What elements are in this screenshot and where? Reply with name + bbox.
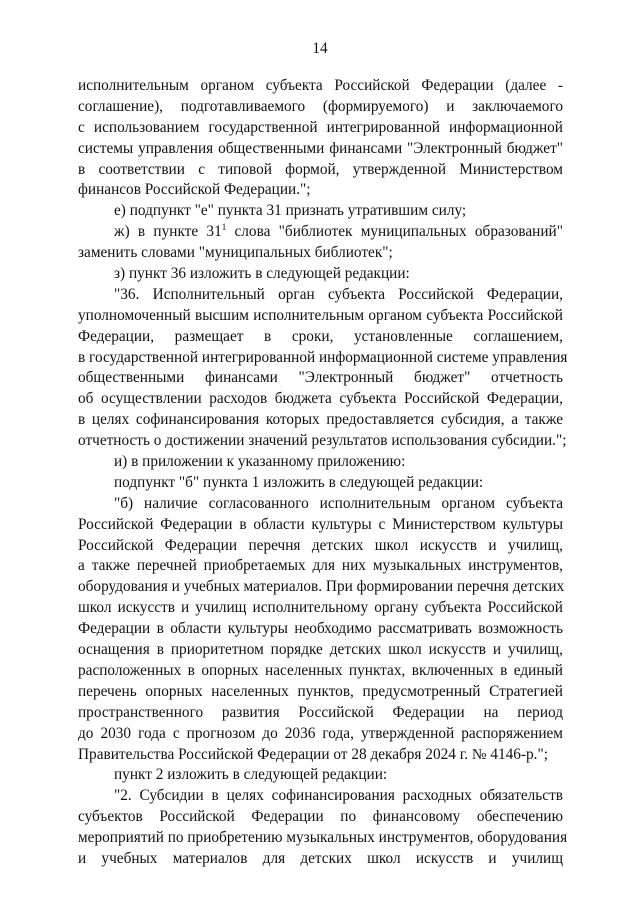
text-line: Федерации, размещает в сроки, установленные соглашением, xyxy=(78,327,563,345)
text-line: об осуществлении расходов бюджета субъекта Российской Федерации, xyxy=(78,390,563,408)
paragraph xyxy=(78,765,563,786)
text-line: уполномоченный высшим исполнительным органом субъекта Российской xyxy=(78,306,563,324)
text-line: мероприятий по приобретению музыкальных инструментов, оборудования xyxy=(78,829,568,847)
text-line: субъектов Российской Федерации по финансовому обеспечению xyxy=(78,808,563,826)
text-line: в государственной интегрированной информационной системе управления xyxy=(78,348,568,366)
text-line: до 2030 года с прогнозом до 2036 года, утвержденной распоряжением xyxy=(78,724,563,742)
text-line: заменить словами "муниципальных библиотек"; xyxy=(78,244,393,262)
text-line: пространственного развития Российской Федерации на период xyxy=(78,703,563,721)
text-line: "36. Исполнительный орган субъекта Российской Федерации, xyxy=(114,285,563,303)
text-line: Федерации в области культуры необходимо рассматривать возможность xyxy=(78,620,563,638)
text-line: и) в приложении к указанному приложению: xyxy=(114,453,406,471)
text-line: школ искусств и училищ исполнительному органу субъекта Российской xyxy=(78,599,563,617)
text-line: ж) в пункте $31^1$ слова "библиотек муниципальных образований" xyxy=(114,222,563,241)
page-number: 14 xyxy=(312,40,328,57)
text-line: системы управления общественными финансами "Электронный бюджет" xyxy=(78,139,563,157)
text-line: з) пункт 36 изложить в следующей редакции: xyxy=(114,265,410,283)
text-line: в соответствии с типовой формой, утвержденной Министерством xyxy=(78,160,563,178)
text-line: с использованием государственной интегрированной информационной xyxy=(78,118,563,136)
paragraph xyxy=(78,786,568,870)
paragraph xyxy=(78,473,563,494)
paragraph xyxy=(78,201,563,222)
paragraph xyxy=(78,285,568,452)
text-line: а также перечней приобретаемых для них музыкальных инструментов, xyxy=(78,557,563,575)
text-line: общественными финансами "Электронный бюджет" отчетность xyxy=(78,369,563,387)
text-line: финансов Российской Федерации."; xyxy=(78,181,311,199)
document-body xyxy=(78,76,568,870)
text-line: пункт 2 изложить в следующей редакции: xyxy=(114,766,388,784)
text-line: Российской Федерации в области культуры с Министерством культуры xyxy=(78,515,563,533)
text-line: исполнительным органом субъекта Российской Федерации (далее - xyxy=(78,77,563,94)
text-line: отчетность о достижении значений результатов использования субсидии."; xyxy=(78,432,567,450)
text-line: перечень опорных населенных пунктов, предусмотренный Стратегией xyxy=(78,682,563,700)
text-line: и учебных материалов для детских школ искусств и училищ xyxy=(78,849,563,867)
paragraph xyxy=(78,264,563,285)
text-line: Правительства Российской Федерации от 28 декабря 2024 г. № 4146-р."; xyxy=(78,745,548,763)
text-line: соглашение), подготавливаемого (формируемого) и заключаемого xyxy=(78,97,563,115)
text-line: "б) наличие согласованного исполнительным органом субъекта xyxy=(114,494,563,512)
paragraph xyxy=(78,222,563,264)
text-line: е) подпункт "е" пункта 31 признать утратившим силу; xyxy=(114,202,467,220)
paragraph xyxy=(78,452,563,473)
paragraph xyxy=(78,76,563,201)
text-line: "2. Субсидии в целях софинансирования расходных обязательств xyxy=(114,787,563,805)
text-line: Российской Федерации перечня детских школ искусств и училищ, xyxy=(78,536,563,554)
text-line: в целях софинансирования которых предоставляется субсидия, а также xyxy=(78,411,563,429)
text-line: оборудования и учебных материалов. При формировании перечня детских xyxy=(78,578,565,596)
paragraph xyxy=(78,494,563,766)
text-line: оснащения в приоритетном порядке детских школ искусств и училищ, xyxy=(78,641,563,659)
text-line: расположенных в опорных населенных пунктах, включенных в единый xyxy=(78,661,563,679)
text-line: подпункт "б" пункта 1 изложить в следующей редакции: xyxy=(114,473,484,491)
